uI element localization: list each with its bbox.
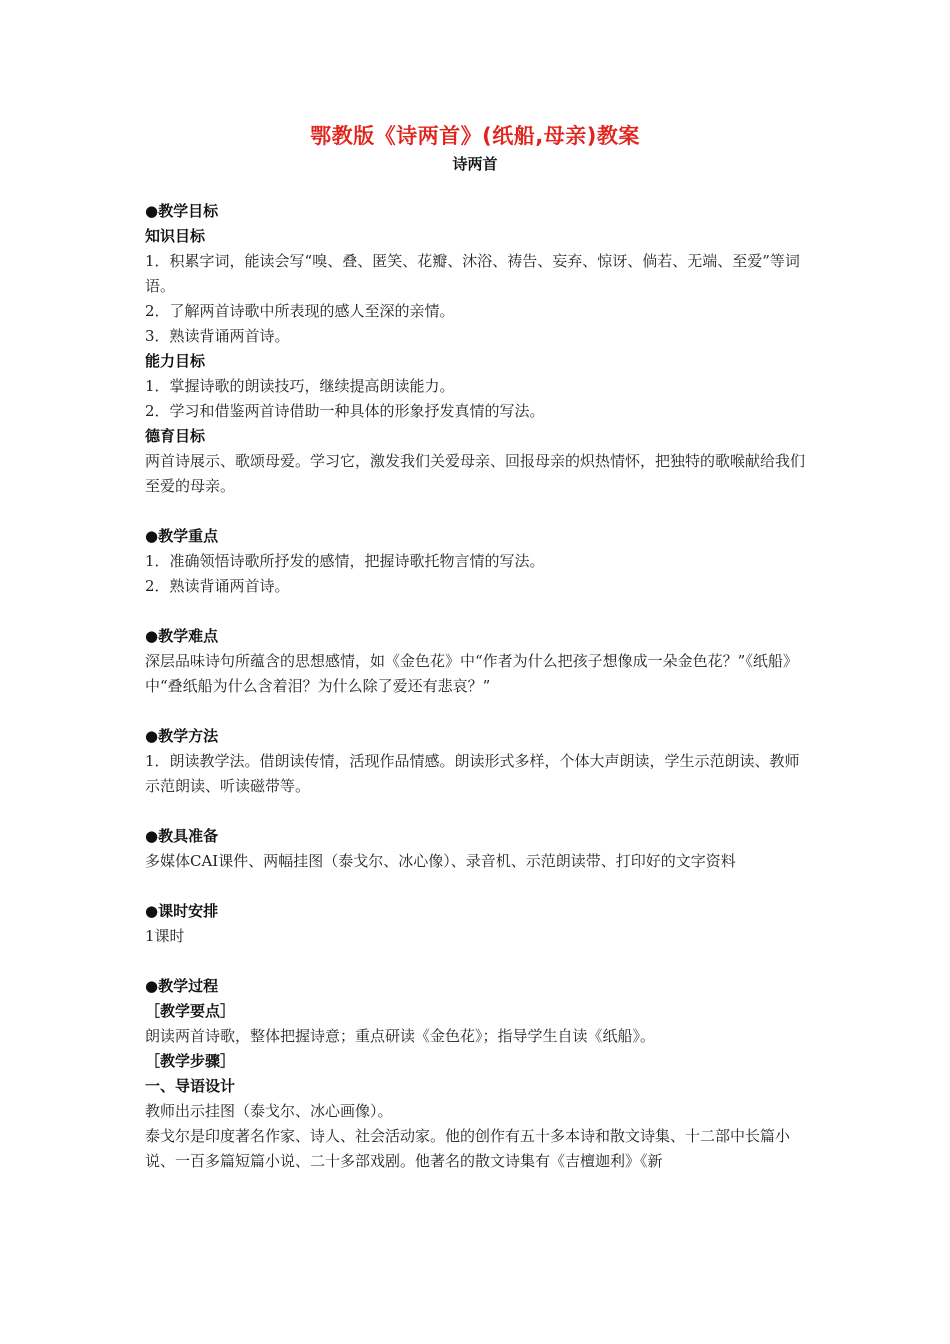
moral-text: 两首诗展示、歌颂母爱。学习它，激发我们关爱母亲、回报母亲的炽热情怀，把独特的歌喉献给我们至爱的母亲。 [145, 452, 806, 495]
subheading-process-key: ［教学要点］ [145, 1002, 236, 1020]
document-subtitle: 诗两首 [452, 155, 498, 173]
spacer [145, 949, 810, 974]
ability-item-1: 1．掌握诗歌的朗读技巧，继续提高朗读能力。 [145, 377, 455, 395]
difficulties-text: 深层品味诗句所蕴含的思想感情，如《金色花》中“作者为什么把孩子想像成一朵金色花？”《纸船》中“叠纸船为什么含着泪？为什么除了爱还有悲哀？” [145, 652, 798, 695]
subheading-intro: 一、导语设计 [145, 1077, 236, 1095]
intro-text-1: 教师出示挂图（泰戈尔、冰心画像）。 [145, 1102, 393, 1120]
intro-text-2: 泰戈尔是印度著名作家、诗人、社会活动家。他的创作有五十多本诗和散文诗集、十二部中长篇小说、一百多篇短篇小说、二十多部戏剧。他著名的散文诗集有《吉檀迦利》《新 [145, 1127, 791, 1170]
materials-text: 多媒体CAI课件、两幅挂图（泰戈尔、冰心像）、录音机、示范朗读带、打印好的文字资料 [145, 852, 736, 870]
spacer [145, 699, 810, 724]
ability-item-2: 2．学习和借鉴两首诗借助一种具体的形象抒发真情的写法。 [145, 402, 545, 420]
spacer [145, 599, 810, 624]
document-body [145, 199, 810, 1174]
key-point-1: 1．准确领悟诗歌所抒发的感情，把握诗歌托物言情的写法。 [145, 552, 545, 570]
section-heading-difficulties: ●教学难点 [145, 627, 219, 645]
section-heading-process: ●教学过程 [145, 977, 219, 995]
section-heading-objectives: ●教学目标 [145, 202, 219, 220]
knowledge-item-1: 1．积累字词，能读会写“嗅、叠、匿笑、花瓣、沐浴、祷告、妄弃、惊讶、倘若、无端、至爱”等词语。 [145, 252, 800, 295]
section-heading-key-points: ●教学重点 [145, 527, 219, 545]
spacer [145, 799, 810, 824]
methods-text: 1．朗读教学法。借朗读传情，活现作品情感。朗读形式多样，个体大声朗读，学生示范朗读、教师示范朗读、听读磁带等。 [145, 752, 800, 795]
schedule-text: 1课时 [145, 927, 185, 945]
process-key-text: 朗读两首诗歌，整体把握诗意；重点研读《金色花》；指导学生自读《纸船》。 [145, 1027, 656, 1045]
subheading-process-steps: ［教学步骤］ [145, 1052, 236, 1070]
subheading-knowledge: 知识目标 [145, 227, 206, 245]
subheading-ability: 能力目标 [145, 352, 206, 370]
key-point-2: 2．熟读背诵两首诗。 [145, 577, 290, 595]
section-heading-schedule: ●课时安排 [145, 902, 219, 920]
subheading-moral: 德育目标 [145, 427, 206, 445]
spacer [145, 874, 810, 899]
knowledge-item-2: 2．了解两首诗歌中所表现的感人至深的亲情。 [145, 302, 455, 320]
knowledge-item-3: 3．熟读背诵两首诗。 [145, 327, 290, 345]
spacer [145, 499, 810, 524]
section-heading-materials: ●教具准备 [145, 827, 219, 845]
document-title: 鄂教版《诗两首》(纸船,母亲)教案 [310, 124, 640, 148]
section-heading-methods: ●教学方法 [145, 727, 219, 745]
